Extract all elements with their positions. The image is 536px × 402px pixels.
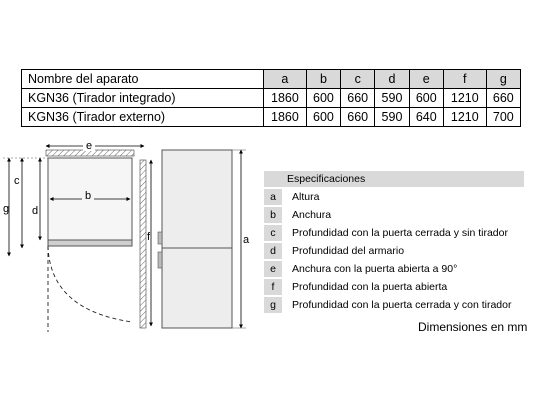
upper-door-handle	[158, 232, 162, 244]
header-cell: d	[375, 70, 409, 89]
legend-label: Profundidad del armario	[283, 242, 524, 260]
list-item	[264, 224, 524, 242]
list-item	[264, 206, 524, 224]
specifications-legend	[264, 171, 524, 315]
dim-e-label: e	[85, 140, 93, 152]
list-item	[264, 278, 524, 296]
header-cell: f	[443, 70, 486, 89]
table-cell: 660	[486, 89, 520, 108]
list-item	[264, 296, 524, 314]
legend-key: g	[264, 296, 283, 314]
table-cell: 600	[409, 89, 443, 108]
table-cell: 640	[409, 108, 443, 127]
header-cell: a	[264, 70, 307, 89]
lower-door-handle	[158, 252, 162, 268]
table-cell: 1860	[264, 108, 307, 127]
cabinet-side-view	[162, 150, 232, 328]
list-item	[264, 260, 524, 278]
table-cell: 1210	[443, 89, 486, 108]
table-cell: KGN36 (Tirador integrado)	[22, 89, 264, 108]
legend-key: d	[264, 242, 283, 260]
table-cell: 700	[486, 108, 520, 127]
dim-g-label: g	[3, 203, 10, 215]
dim-a-label: a	[243, 234, 250, 246]
table-cell: 600	[306, 89, 340, 108]
door-swing-arc	[48, 246, 132, 322]
legend-label: Anchura con la puerta abierta a 90°	[283, 260, 524, 278]
table-cell: 590	[375, 89, 409, 108]
header-cell: g	[486, 70, 520, 89]
table-header-row	[22, 70, 521, 89]
table-cell: 590	[375, 108, 409, 127]
legend-label: Altura	[283, 188, 524, 206]
dim-b-label: b	[84, 190, 92, 202]
table-cell: 660	[341, 108, 375, 127]
header-cell: b	[306, 70, 340, 89]
list-item	[264, 242, 524, 260]
list-item	[264, 188, 524, 206]
legend-header	[264, 171, 524, 188]
table-row	[22, 89, 521, 108]
dim-f-label: f	[147, 231, 151, 243]
units-note: Dimensiones en mm	[418, 320, 528, 334]
header-cell: Nombre del aparato	[22, 70, 264, 89]
legend-label: Profundidad con la puerta cerrada y sin tirador	[283, 224, 524, 242]
wall-side-view	[140, 160, 146, 328]
legend-label: Profundidad con la puerta abierta	[283, 278, 524, 296]
door-top-view	[48, 240, 132, 246]
table-cell: 600	[306, 108, 340, 127]
legend-label: Anchura	[283, 206, 524, 224]
legend-key: b	[264, 206, 283, 224]
legend-title: Especificaciones	[283, 171, 524, 188]
table-row	[22, 108, 521, 127]
legend-key: a	[264, 188, 283, 206]
table-cell: 660	[341, 89, 375, 108]
header-cell: e	[409, 70, 443, 89]
dim-d-label: d	[32, 205, 39, 217]
legend-key: f	[264, 278, 283, 296]
dimensions-table	[21, 69, 521, 127]
table-cell: 1860	[264, 89, 307, 108]
fridge-dimension-diagram	[0, 140, 262, 340]
legend-label: Profundidad con la puerta cerrada y con tirador	[283, 296, 524, 314]
table-cell: KGN36 (Tirador externo)	[22, 108, 264, 127]
legend-key: e	[264, 260, 283, 278]
table-cell: 1210	[443, 108, 486, 127]
dim-c-label: c	[14, 175, 20, 187]
legend-key: c	[264, 224, 283, 242]
header-cell: c	[341, 70, 375, 89]
